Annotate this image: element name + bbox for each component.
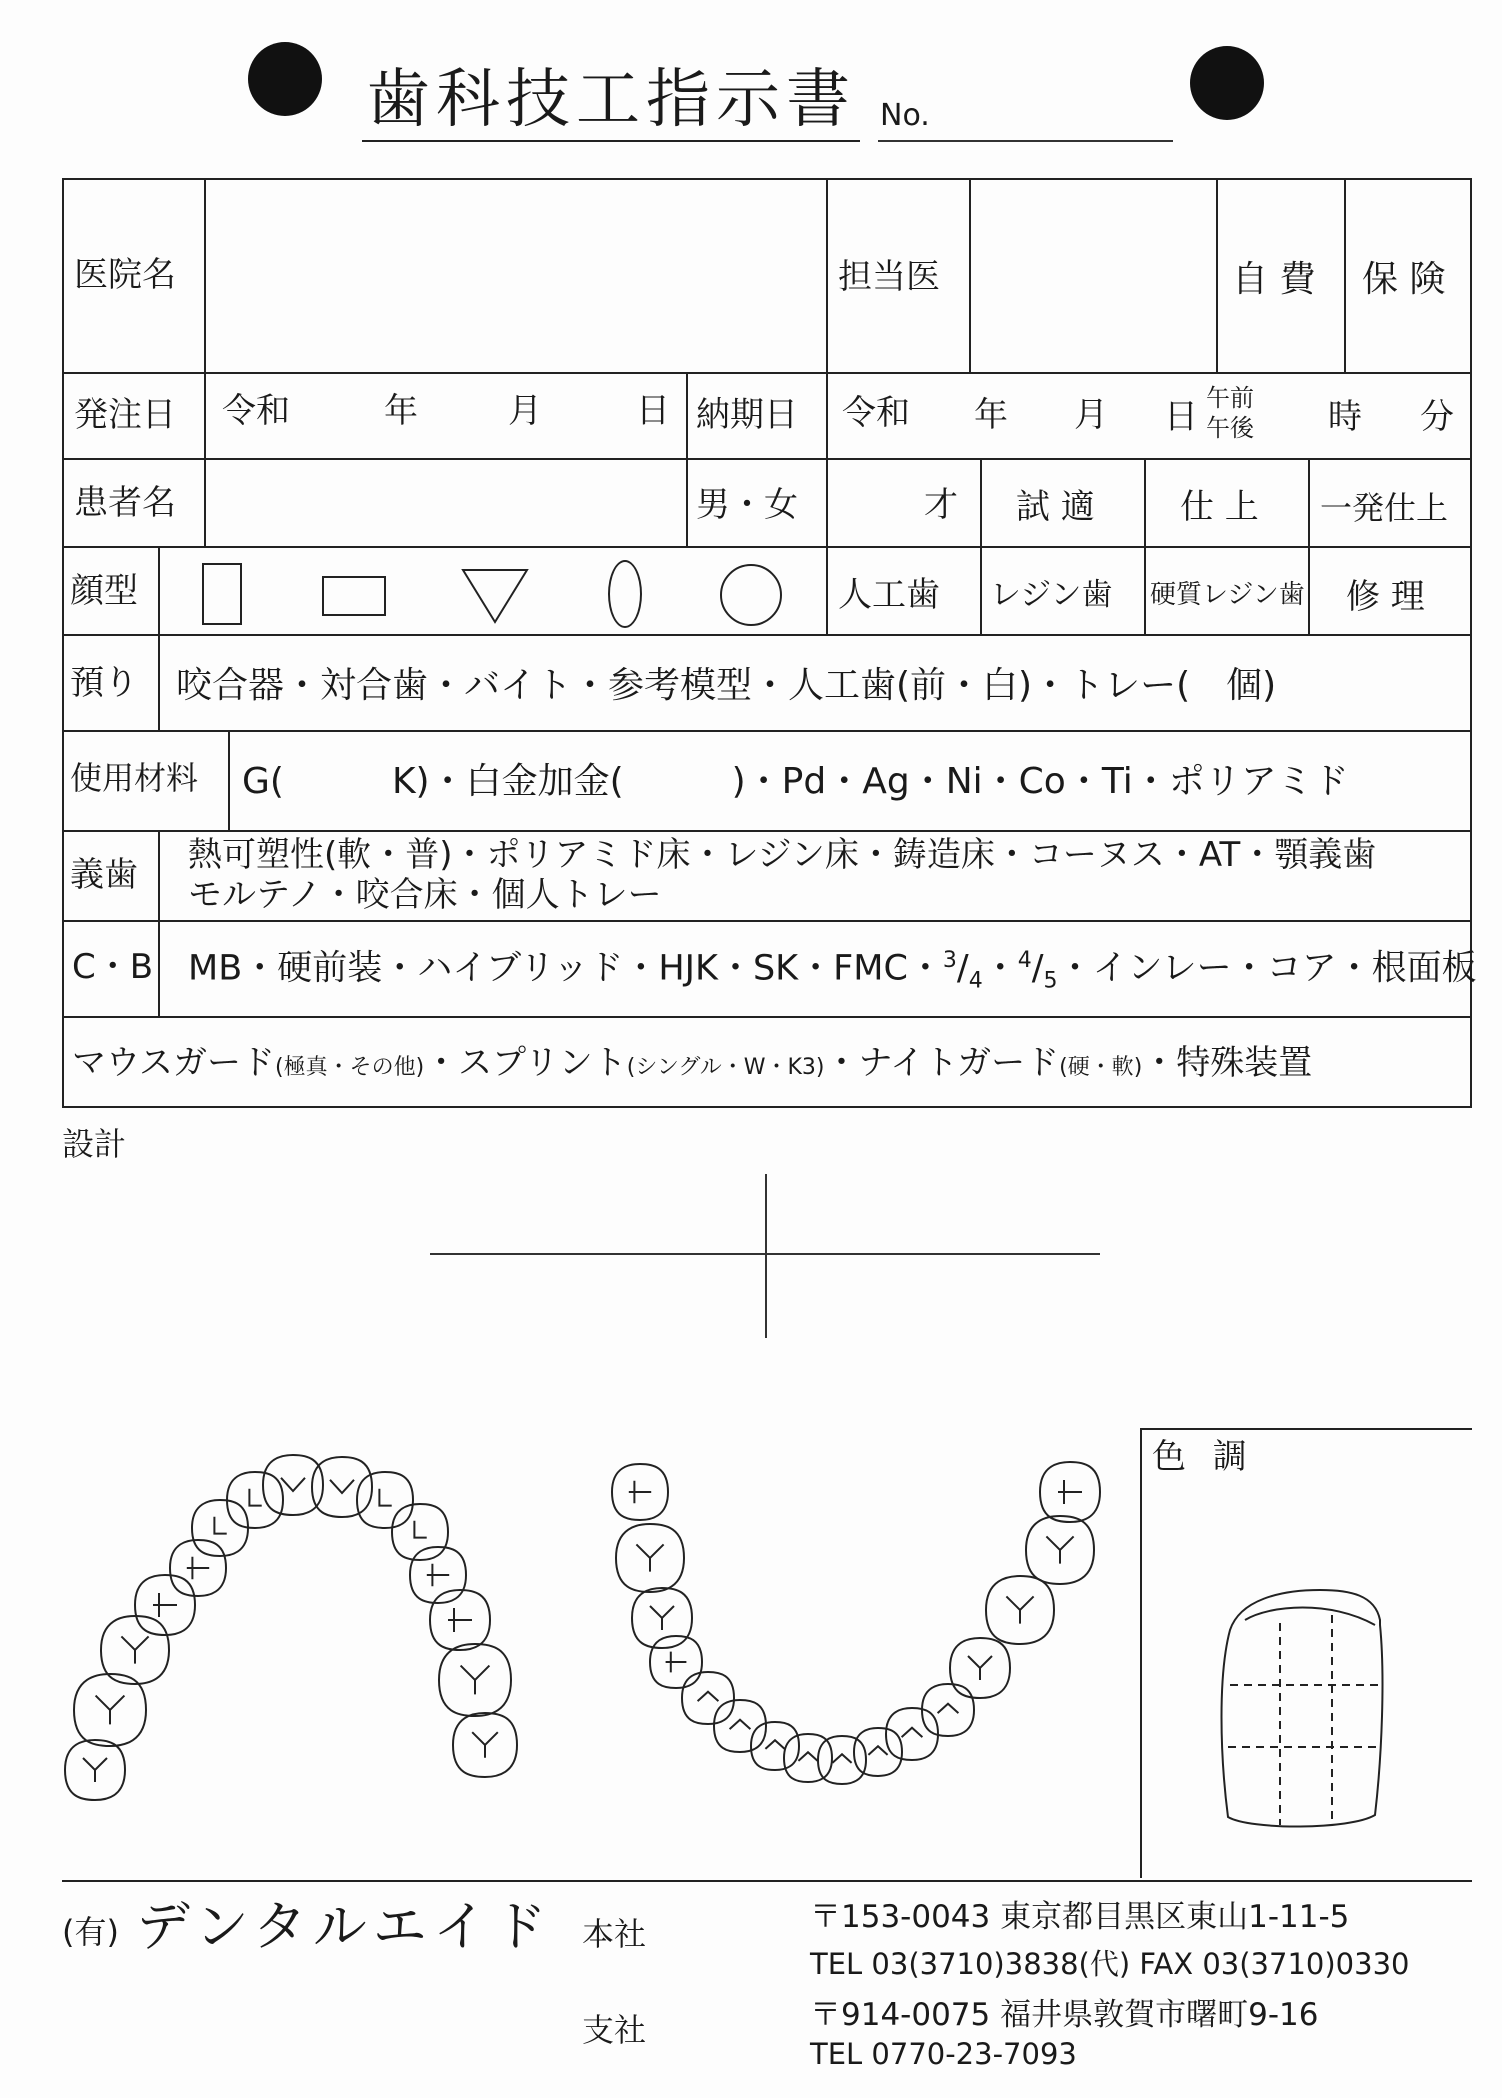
- sex-option[interactable]: 男・女: [696, 485, 798, 525]
- order-form-table: [62, 178, 1477, 1108]
- branch-office-tel: TEL 0770-23-7093: [810, 2037, 1077, 2071]
- material-label: 使用材料: [70, 759, 199, 797]
- lower-tooth-10[interactable]: [854, 1728, 902, 1776]
- head-office-address: 〒153-0043 東京都目黒区東山1-11-5: [810, 1899, 1350, 1935]
- lower-tooth-12-groove: [938, 1704, 959, 1713]
- fraction2-denominator: 5: [1043, 968, 1058, 994]
- design-label: 設計: [62, 1125, 127, 1163]
- crown-bridge-items-b: ・インレー・コア・根面板: [1057, 948, 1477, 989]
- lower-tooth-7-groove: [765, 1740, 784, 1749]
- nightguard-sub: (硬・軟): [1059, 1055, 1143, 1080]
- lower-arch: [612, 1462, 1100, 1784]
- upper-tooth-3-groove: [121, 1636, 148, 1663]
- clinic-name-label: 医院名: [74, 255, 176, 295]
- lower-tooth-5[interactable]: [682, 1672, 734, 1724]
- upper-tooth-8[interactable]: [263, 1455, 323, 1515]
- lower-tooth-3-groove: [650, 1606, 674, 1630]
- denture-items-line1[interactable]: 熱可塑性(軟・普)・ポリアミド床・レジン床・鋳造床・コーヌス・AT・顎義歯: [188, 835, 1377, 875]
- nightguard-option[interactable]: ・ナイトガード: [824, 1043, 1060, 1083]
- crown-bridge-items-a: MB・硬前装・ハイブリッド・HJK・SK・FMC・: [188, 948, 943, 989]
- upper-tooth-9-groove: [330, 1480, 354, 1493]
- shade-label: 色 調: [1152, 1437, 1255, 1477]
- lower-tooth-15-groove: [1046, 1536, 1073, 1563]
- doctor-label: 担当医: [838, 257, 940, 297]
- denture-items-line2[interactable]: モルテノ・咬合床・個人トレー: [188, 875, 662, 915]
- face-shape-wide-rectangle[interactable]: [322, 576, 386, 616]
- mouthguard-sub: (極真・その他): [274, 1055, 425, 1080]
- splint-sub: (シングル・W・K3): [626, 1055, 825, 1080]
- fraction1-denominator: 4: [968, 968, 983, 994]
- trial-fit-option[interactable]: 試 適: [1016, 487, 1095, 527]
- fraction1-numerator: 3: [942, 948, 957, 973]
- patient-name-label: 患者名: [74, 483, 176, 523]
- upper-tooth-5-groove: [187, 1557, 209, 1579]
- delivery-year-unit: 年: [974, 395, 1008, 435]
- order-year-unit: 年: [384, 391, 418, 431]
- lower-tooth-11-groove: [902, 1728, 923, 1737]
- lower-tooth-8-groove: [798, 1752, 817, 1761]
- finish-option[interactable]: 仕 上: [1180, 487, 1259, 527]
- face-shape-triangle[interactable]: [460, 566, 530, 626]
- lower-tooth-1-groove: [629, 1481, 651, 1503]
- lower-tooth-16-groove: [1058, 1480, 1082, 1504]
- order-day-unit: 日: [636, 391, 670, 431]
- artificial-tooth-option[interactable]: 人工歯: [838, 575, 940, 615]
- patient-name-field[interactable]: [206, 460, 684, 544]
- footer-divider: [62, 1880, 1472, 1882]
- fraction2-numerator: 4: [1017, 948, 1032, 973]
- company-name: デンタルエイド: [136, 1895, 553, 1958]
- upper-tooth-15-groove: [472, 1732, 498, 1758]
- shade-tooth-diagram: [1210, 1585, 1390, 1835]
- number-field[interactable]: [878, 140, 1173, 142]
- splint-option[interactable]: ・スプリント: [424, 1043, 627, 1083]
- lower-tooth-4-groove: [666, 1652, 687, 1673]
- mouthguard-option[interactable]: マウスガード: [72, 1043, 275, 1083]
- special-device-option[interactable]: ・特殊装置: [1142, 1043, 1313, 1083]
- hard-resin-tooth-option[interactable]: 硬質レジン歯: [1150, 580, 1305, 610]
- lower-tooth-14-groove: [1006, 1596, 1033, 1623]
- head-office-label: 本社: [582, 1915, 647, 1953]
- self-pay-option[interactable]: 自 費: [1232, 259, 1316, 300]
- age-unit: 才: [924, 485, 958, 525]
- resin-tooth-option[interactable]: レジン歯: [990, 577, 1113, 613]
- upper-tooth-12-groove: [427, 1564, 449, 1586]
- delivery-date-label: 納期日: [696, 395, 798, 435]
- punch-hole-left: [248, 42, 322, 116]
- pm-option[interactable]: 午後: [1206, 414, 1254, 442]
- order-month-unit: 月: [508, 391, 542, 431]
- lower-tooth-5-groove: [698, 1692, 719, 1701]
- crown-bridge-label: C・B: [72, 947, 154, 987]
- material-items[interactable]: G( K)・白金加金( )・Pd・Ag・Ni・Co・Ti・ポリアミド: [242, 761, 1349, 802]
- upper-tooth-1-groove: [83, 1758, 107, 1782]
- delivery-day-unit: 日: [1164, 397, 1198, 437]
- upper-tooth-4-groove: [153, 1593, 177, 1617]
- delivery-era: 令和: [842, 393, 910, 433]
- order-era: 令和: [222, 391, 290, 431]
- branch-office-label: 支社: [582, 2011, 647, 2049]
- quadrant-cross: [420, 1170, 1120, 1350]
- fraction-separator: ・: [982, 948, 1018, 989]
- delivery-month-unit: 月: [1074, 395, 1108, 435]
- lower-tooth-10-groove: [868, 1746, 887, 1755]
- company-prefix: (有): [62, 1913, 119, 1951]
- upper-tooth-10-groove: [379, 1489, 391, 1506]
- upper-tooth-10[interactable]: [357, 1472, 413, 1528]
- insurance-option[interactable]: 保 険: [1362, 259, 1446, 300]
- one-step-finish-option[interactable]: 一発仕上: [1320, 489, 1449, 527]
- deposit-items[interactable]: 咬合器・対合歯・バイト・参考模型・人工歯(前・白)・トレー( 個): [176, 665, 1277, 706]
- branch-office-address: 〒914-0075 福井県敦賀市曙町9-16: [810, 1997, 1319, 2033]
- face-shape-tall-rectangle[interactable]: [202, 563, 242, 625]
- head-office-tel: TEL 03(3710)3838(代) FAX 03(3710)0330: [810, 1947, 1410, 1981]
- face-shape-oval[interactable]: [608, 560, 642, 628]
- lower-tooth-13-groove: [968, 1656, 992, 1680]
- upper-tooth-13-groove: [448, 1608, 472, 1632]
- hour-unit: 時: [1328, 397, 1362, 437]
- upper-tooth-7-groove: [249, 1489, 261, 1506]
- lower-tooth-6-groove: [730, 1720, 751, 1729]
- lower-tooth-11[interactable]: [886, 1708, 938, 1760]
- upper-tooth-6-groove: [214, 1517, 226, 1534]
- deposit-label: 預り: [70, 663, 138, 703]
- lower-tooth-2-groove: [636, 1544, 663, 1571]
- denture-label: 義歯: [70, 855, 138, 895]
- lower-tooth-12[interactable]: [922, 1684, 974, 1736]
- crown-bridge-items[interactable]: MB・硬前装・ハイブリッド・HJK・SK・FMC・$^3/_4$・$^4/_5$・インレー・コア・根面板: [188, 948, 1477, 994]
- doctor-field[interactable]: [971, 182, 1214, 370]
- upper-tooth-8-groove: [281, 1478, 305, 1491]
- face-shape-round[interactable]: [720, 564, 782, 626]
- upper-tooth-14-groove: [461, 1666, 490, 1695]
- page-title: 歯科技工指示書: [362, 62, 860, 142]
- dental-arch-chart[interactable]: [40, 1400, 1140, 1820]
- repair-option[interactable]: 修 理: [1346, 577, 1425, 617]
- number-label: No.: [880, 98, 930, 133]
- minute-unit: 分: [1420, 397, 1454, 437]
- upper-tooth-9[interactable]: [312, 1457, 372, 1517]
- punch-hole-right: [1190, 46, 1264, 120]
- lower-tooth-9-groove: [832, 1754, 851, 1763]
- appliance-items[interactable]: [72, 1043, 1313, 1083]
- am-option[interactable]: 午前: [1206, 384, 1254, 412]
- upper-tooth-2-groove: [96, 1696, 125, 1725]
- upper-arch: [65, 1455, 517, 1800]
- clinic-name-field[interactable]: [206, 182, 824, 370]
- upper-tooth-7[interactable]: [227, 1472, 283, 1528]
- upper-tooth-11-groove: [414, 1521, 426, 1538]
- order-date-label: 発注日: [74, 395, 176, 435]
- face-type-label: 顔型: [70, 571, 138, 611]
